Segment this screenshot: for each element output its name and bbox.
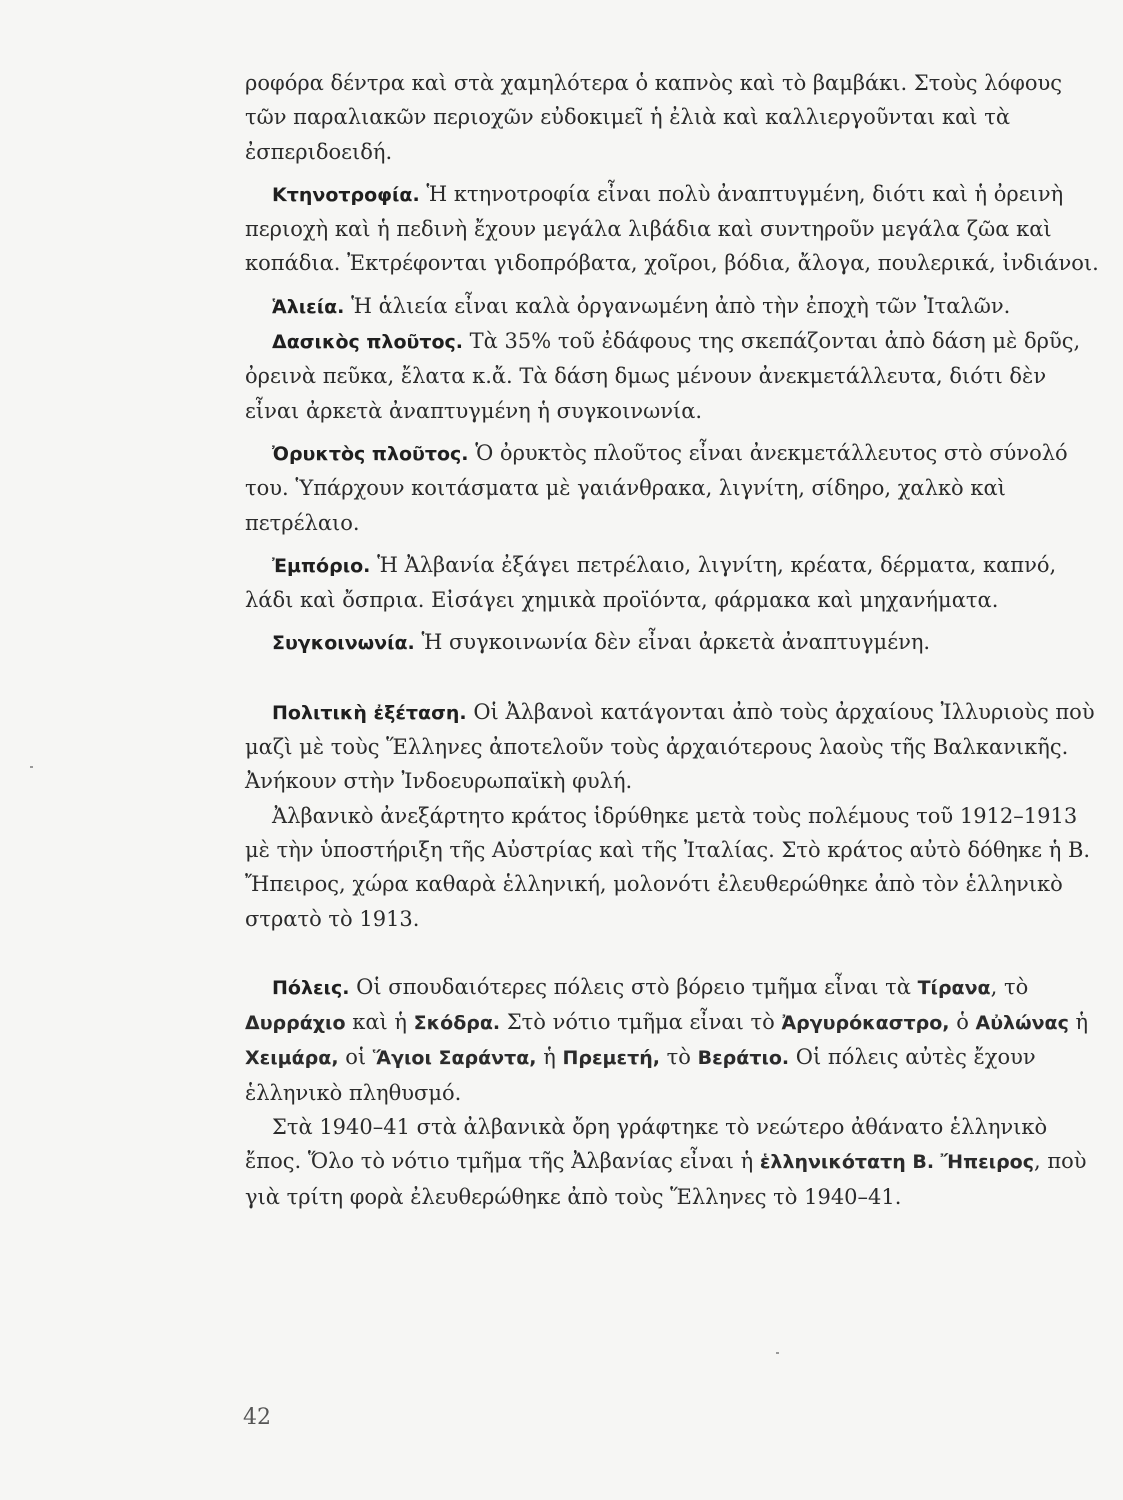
section-text: καὶ ἡ: [345, 1010, 414, 1035]
section-trade: [245, 548, 1105, 618]
section-heading: Ὀρυκτὸς πλοῦτος.: [272, 442, 469, 465]
section-heading: Κτηνοτροφία.: [272, 183, 420, 206]
section-livestock: [245, 177, 1105, 281]
section-heading: Πόλεις.: [272, 976, 350, 999]
city-name: Σκόδρα.: [413, 1012, 501, 1035]
city-name: Ἀργυρόκαστρο,: [781, 1012, 950, 1035]
section-text: Τὰ 35% τοῦ ἐδάφους της σκεπάζονται ἀπὸ δάση μὲ δρῦς, ὀρεινὰ πεῦκα, ἔλατα κ.ἄ. Τὰ δάση δμως μένουν ἀνεκμετάλλευτα, διότι δὲν εἶναι ἀρκετὰ ἀναπτυγμένη ἡ συγκοινωνία.: [245, 329, 1081, 423]
paragraph-vegetation: ροφόρα δέντρα καὶ στὰ χαμηλότερα ὁ καπνὸς καὶ τὸ βαμβάκι. Στοὺς λόφους τῶν παραλιακῶν περιοχῶν εὐδοκιμεῖ ἡ ἐλιὰ καὶ καλλιεργοῦνται καὶ τὰ ἐσπεριδοειδή.: [245, 71, 1063, 164]
section-text: Οἱ σπουδαιότερες πόλεις στὸ βόρειο τμῆμα εἶναι τὰ: [349, 974, 918, 999]
scan-speck: [30, 766, 33, 768]
section-heading: Ἐμπόριο.: [272, 554, 371, 577]
section-text: ὁ: [949, 1010, 976, 1035]
section-text: , ποὺ γιὰ τρίτη φορὰ ἐλευθερώθηκε ἀπὸ τοὺς Ἕλληνες τὸ 1940–41.: [245, 1149, 1087, 1209]
emphasis-term: ἑλληνικότατη Β. Ἤπειρος: [759, 1151, 1034, 1174]
section-text: Οἱ πόλεις αὐτὲς ἔχουν ἑλληνικὸ πληθυσμό.: [245, 1045, 1036, 1105]
section-cities: [245, 970, 1105, 1110]
city-name: Βεράτιο.: [697, 1047, 790, 1070]
city-name: Ἅγιοι Σαράντα,: [372, 1047, 537, 1070]
section-mineral-wealth: [245, 436, 1105, 540]
section-text: Ἡ ἁλιεία εἶναι καλὰ ὀργανωμένη ἀπὸ τὴν ἐποχὴ τῶν Ἰταλῶν.: [344, 293, 1011, 318]
section-forest-wealth: [245, 324, 1105, 428]
section-political: [245, 695, 1105, 799]
section-heading: Συγκοινωνία.: [272, 632, 415, 655]
section-text: Ἡ κτηνοτροφία εἶναι πολὺ ἀναπτυγμένη, διότι καὶ ἡ ὀρεινὴ περιοχὴ καὶ ἡ πεδινὴ ἔχουν μεγάλα λιβάδια καὶ συντηροῦν μεγάλα ζῶα καὶ κοπάδια. Ἐκτρέφονται γιδοπρόβατα, χοῖροι, βόδια, ἄλογα, πουλερικά, ἰνδιάνοι.: [245, 181, 1099, 276]
city-name: Τίρανα: [917, 976, 991, 999]
page-number: 42: [243, 1405, 271, 1430]
section-heading: Πολιτικὴ ἐξέταση.: [272, 701, 467, 724]
section-heading: Ἁλιεία.: [272, 295, 345, 318]
section-text: Στὰ 1940–41 στὰ ἀλβανικὰ ὄρη γράφτηκε τὸ νεώτερο ἀθάνατο ἑλληνικὸ ἔπος. Ὅλο τὸ νότιο τμῆμα τῆς Ἀλβανίας εἶναι ἡ: [245, 1115, 1048, 1174]
section-text: Οἱ Ἀλβανοὶ κατάγονται ἀπὸ τοὺς ἀρχαίους Ἰλλυριοὺς ποὺ μαζὶ μὲ τοὺς Ἕλληνες ἀποτελοῦν τοὺς ἀρχαιότερους λαοὺς τῆς Βαλκανικῆς. Ἀνήκουν στὴν Ἰνδοευρωπαϊκὴ φυλή.: [245, 699, 1095, 794]
section-text: , τὸ: [990, 974, 1029, 999]
city-name: Αὐλώνας: [975, 1012, 1069, 1035]
scan-speck: [776, 1352, 779, 1354]
paragraph-independence: Ἀλβανικὸ ἀνεξάρτητο κράτος ἱδρύθηκε μετὰ τοὺς πολέμους τοῦ 1912–1913 μὲ τὴν ὑποστήριξη τῆς Αὐστρίας καὶ τῆς Ἰταλίας. Στὸ κράτος αὐτὸ δόθηκε ἡ Β. Ἤπειρος, χώρα καθαρὰ ἑλληνική, μολονότι ἐλευθερώθηκε ἀπὸ τὸν ἑλληνικὸ στρατὸ τὸ 1913.: [245, 803, 1091, 931]
section-communication: [245, 625, 1105, 660]
section-heading: Δασικὸς πλοῦτος.: [272, 331, 463, 354]
section-text: ἡ: [536, 1045, 563, 1070]
page-body: [245, 66, 1105, 1214]
section-text: Ἡ συγκοινωνία δὲν εἶναι ἀρκετὰ ἀναπτυγμένη.: [414, 630, 931, 655]
city-name: Χειμάρα,: [245, 1047, 339, 1070]
section-text: Ἡ Ἀλβανία ἐξάγει πετρέλαιο, λιγνίτη, κρέατα, δέρματα, καπνό, λάδι καὶ ὄσπρια. Εἰσάγει χημικὰ προϊόντα, φάρμακα καὶ μηχανήματα.: [245, 552, 1057, 613]
section-text: ἡ: [1068, 1010, 1089, 1035]
section-text: Ὁ ὀρυκτὸς πλοῦτος εἶναι ἀνεκμετάλλευτος στὸ σύνολό του. Ὑπάρχουν κοιτάσματα μὲ γαιάνθρακα, λιγνίτη, σίδηρο, χαλκὸ καὶ πετρέλαιο.: [245, 440, 1068, 535]
paragraph-epic: [245, 1110, 1105, 1214]
city-name: Δυρράχιο: [245, 1012, 346, 1035]
city-name: Πρεμετή,: [562, 1047, 660, 1070]
section-fishing: [245, 289, 1105, 324]
section-text: οἱ: [338, 1045, 373, 1070]
section-text: Στὸ νότιο τμῆμα εἶναι τὸ: [500, 1010, 782, 1035]
section-text: τὸ: [659, 1045, 698, 1070]
